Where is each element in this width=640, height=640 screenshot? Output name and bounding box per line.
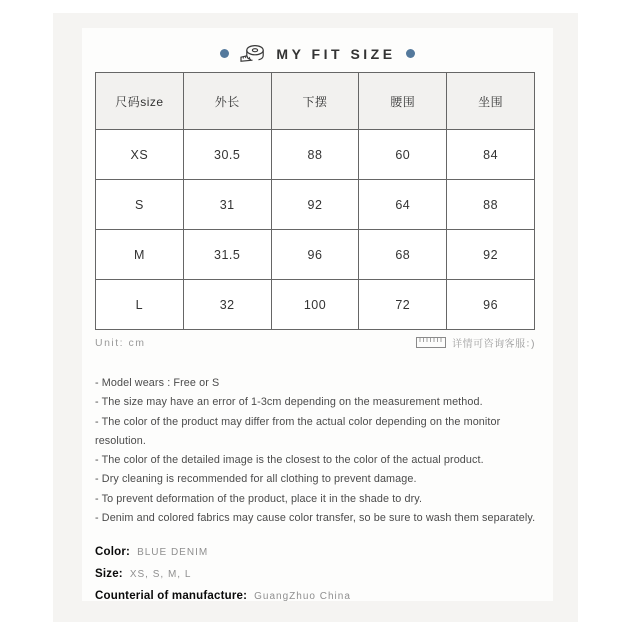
detail-row (95, 563, 540, 585)
page-title: MY FIT SIZE (276, 45, 396, 62)
size-guide-sheet (82, 28, 553, 601)
table-cell: 96 (271, 230, 359, 280)
detail-row (95, 541, 540, 563)
table-cell: 32 (183, 280, 271, 330)
detail-label: Color: (95, 546, 131, 559)
table-header-row (96, 73, 535, 130)
size-guide-card (53, 13, 578, 622)
unit-label: Unit: cm (95, 336, 146, 349)
table-cell: 64 (359, 180, 447, 230)
note-line: - The color of the detailed image is the closest to the color of the actual product. (95, 454, 484, 467)
service-note-text: 详情可咨询客服：) (452, 339, 535, 350)
table-cell: 60 (359, 130, 447, 180)
table-cell: 68 (359, 230, 447, 280)
note-line: - Model wears : Free or S (95, 377, 220, 389)
table-row (96, 180, 535, 230)
ruler-icon (416, 337, 446, 348)
product-details (95, 541, 540, 607)
column-header: 下摆 (271, 73, 359, 130)
table-cell: 88 (447, 180, 535, 230)
table-cell: 30.5 (183, 130, 271, 180)
note-line: - The size may have an error of 1-3cm depending on the measurement method. (95, 396, 483, 409)
service-note (416, 335, 535, 350)
table-cell: 84 (447, 130, 535, 180)
table-row (96, 230, 535, 280)
table-cell: 31.5 (183, 230, 271, 280)
note-line: - Dry cleaning is recommended for all clothing to prevent damage. (95, 473, 417, 486)
table-row (96, 280, 535, 330)
column-header: 外长 (183, 73, 271, 130)
table-cell: 100 (271, 280, 359, 330)
table-row (96, 130, 535, 180)
measuring-tape-icon (239, 44, 266, 63)
accent-dot-left (220, 49, 229, 58)
table-cell: XS (96, 130, 184, 180)
detail-value: XS, S, M, L (129, 568, 192, 580)
table-cell: 96 (447, 280, 535, 330)
detail-value: GuangZhuo China (254, 590, 351, 602)
note-line: - Denim and colored fabrics may cause color transfer, so be sure to wash them separately. (95, 512, 536, 525)
column-header: 坐围 (447, 73, 535, 130)
column-header: 尺码size (96, 73, 184, 130)
detail-value: BLUE DENIM (137, 546, 209, 558)
note-line: - To prevent deformation of the product, place it in the shade to dry. (95, 492, 423, 505)
note-line: - The color of the product may differ from the actual color depending on the monitor resolution. (95, 415, 501, 447)
detail-label: Counterial of manufacture: (95, 590, 248, 603)
table-footnote-row (95, 335, 535, 350)
detail-row (95, 585, 540, 607)
table-cell: 31 (183, 180, 271, 230)
table-cell: S (96, 180, 184, 230)
detail-label: Size: (95, 568, 123, 581)
table-cell: 92 (447, 230, 535, 280)
table-cell: 72 (359, 280, 447, 330)
table-cell: 92 (271, 180, 359, 230)
size-chart-table (95, 72, 535, 330)
table-cell: M (96, 230, 184, 280)
column-header: 腰围 (359, 73, 447, 130)
section-title-row (95, 42, 540, 64)
table-cell: L (96, 280, 184, 330)
accent-dot-right (406, 49, 415, 58)
care-notes-list (95, 374, 540, 528)
table-cell: 88 (271, 130, 359, 180)
